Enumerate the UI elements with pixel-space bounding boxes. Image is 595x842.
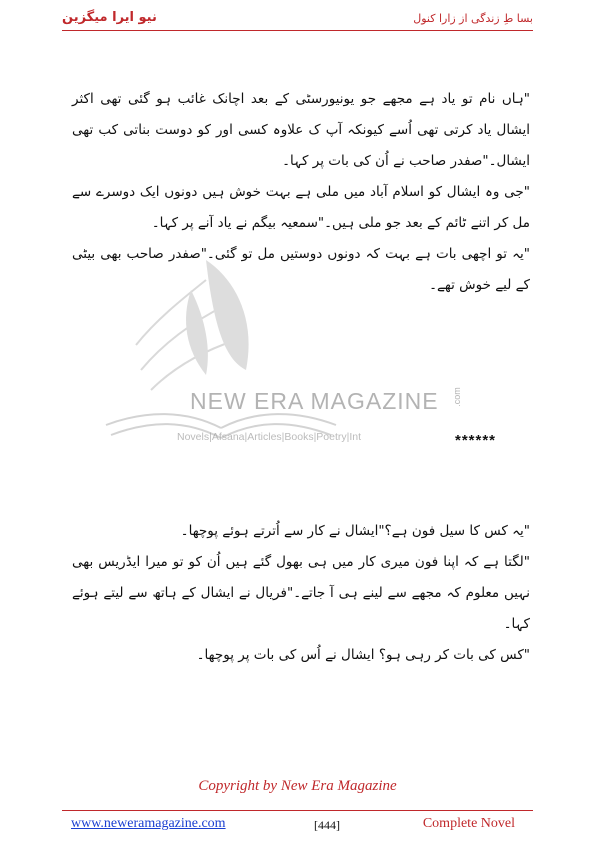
magazine-name: نیو ایرا میگزین [62, 10, 157, 25]
paragraph: "یہ تو اچھی بات ہے بہت کہ دونوں دوستیں مل تو گئی۔"صفدر صاحب بھی بیٹی کے لیے خوش تھے۔ [72, 246, 530, 293]
story-section-1 [72, 84, 530, 301]
paragraph: "یہ کس کا سیل فون ہے؟"ایشال نے کار سے اُترتے ہوئے پوچھا۔ [180, 523, 530, 539]
footer-divider [62, 810, 533, 811]
novel-title: بسا طِ زندگی از زارا کنول [413, 12, 533, 25]
watermark-title: NEW ERA MAGAZINE [190, 388, 439, 414]
paragraph: "کس کی بات کر رہی ہو؟ ایشال نے اُس کی بات پر پوچھا۔ [196, 647, 530, 663]
page-header [0, 0, 595, 34]
paragraph: "ہاں نام تو یاد ہے مجھے جو یونیورسٹی کے بعد اچانک غائب ہو گئی تھی اکثر ایشال یاد کرتی تھی اُسے کیونکہ آپ ک علاوہ کسی اور کو دوست بناتی کب تھی ایشال۔"صفدر صاحب نے اُن کی بات پر کہا۔ [72, 91, 530, 169]
footer-label: Complete Novel [422, 816, 515, 831]
website-link[interactable]: www.neweramagazine.com [71, 816, 226, 831]
watermark-domain: .com [451, 387, 462, 407]
paragraph: "لگتا ہے کہ اپنا فون میری کار میں ہی بھول گئے ہیں اُن کو تو میرا ایڈریس بھی نہیں معلوم کہ مجھے سے لینے ہی آ جاتے۔"فریال نے ایشال کے ہاتھ سے لیتے ہوئے کہا۔ [72, 554, 530, 632]
paragraph: "جی وہ ایشال کو اسلام آباد میں ملی ہے بہت خوش ہیں دونوں ایک دوسرے سے مل کر اتنے ٹائم کے بعد جو ملی ہیں۔"سمعیہ بیگم نے یاد آنے پر کہا۔ [72, 184, 530, 231]
copyright-notice: Copyright by New Era Magazine [198, 778, 397, 794]
story-section-2 [72, 516, 530, 671]
watermark-subtitle: Novels|Afsana|Articles|Books|Poetry|Int [177, 431, 362, 443]
header-divider [62, 30, 533, 31]
section-separator: ****** [455, 432, 497, 449]
page-number: [444] [314, 818, 340, 832]
